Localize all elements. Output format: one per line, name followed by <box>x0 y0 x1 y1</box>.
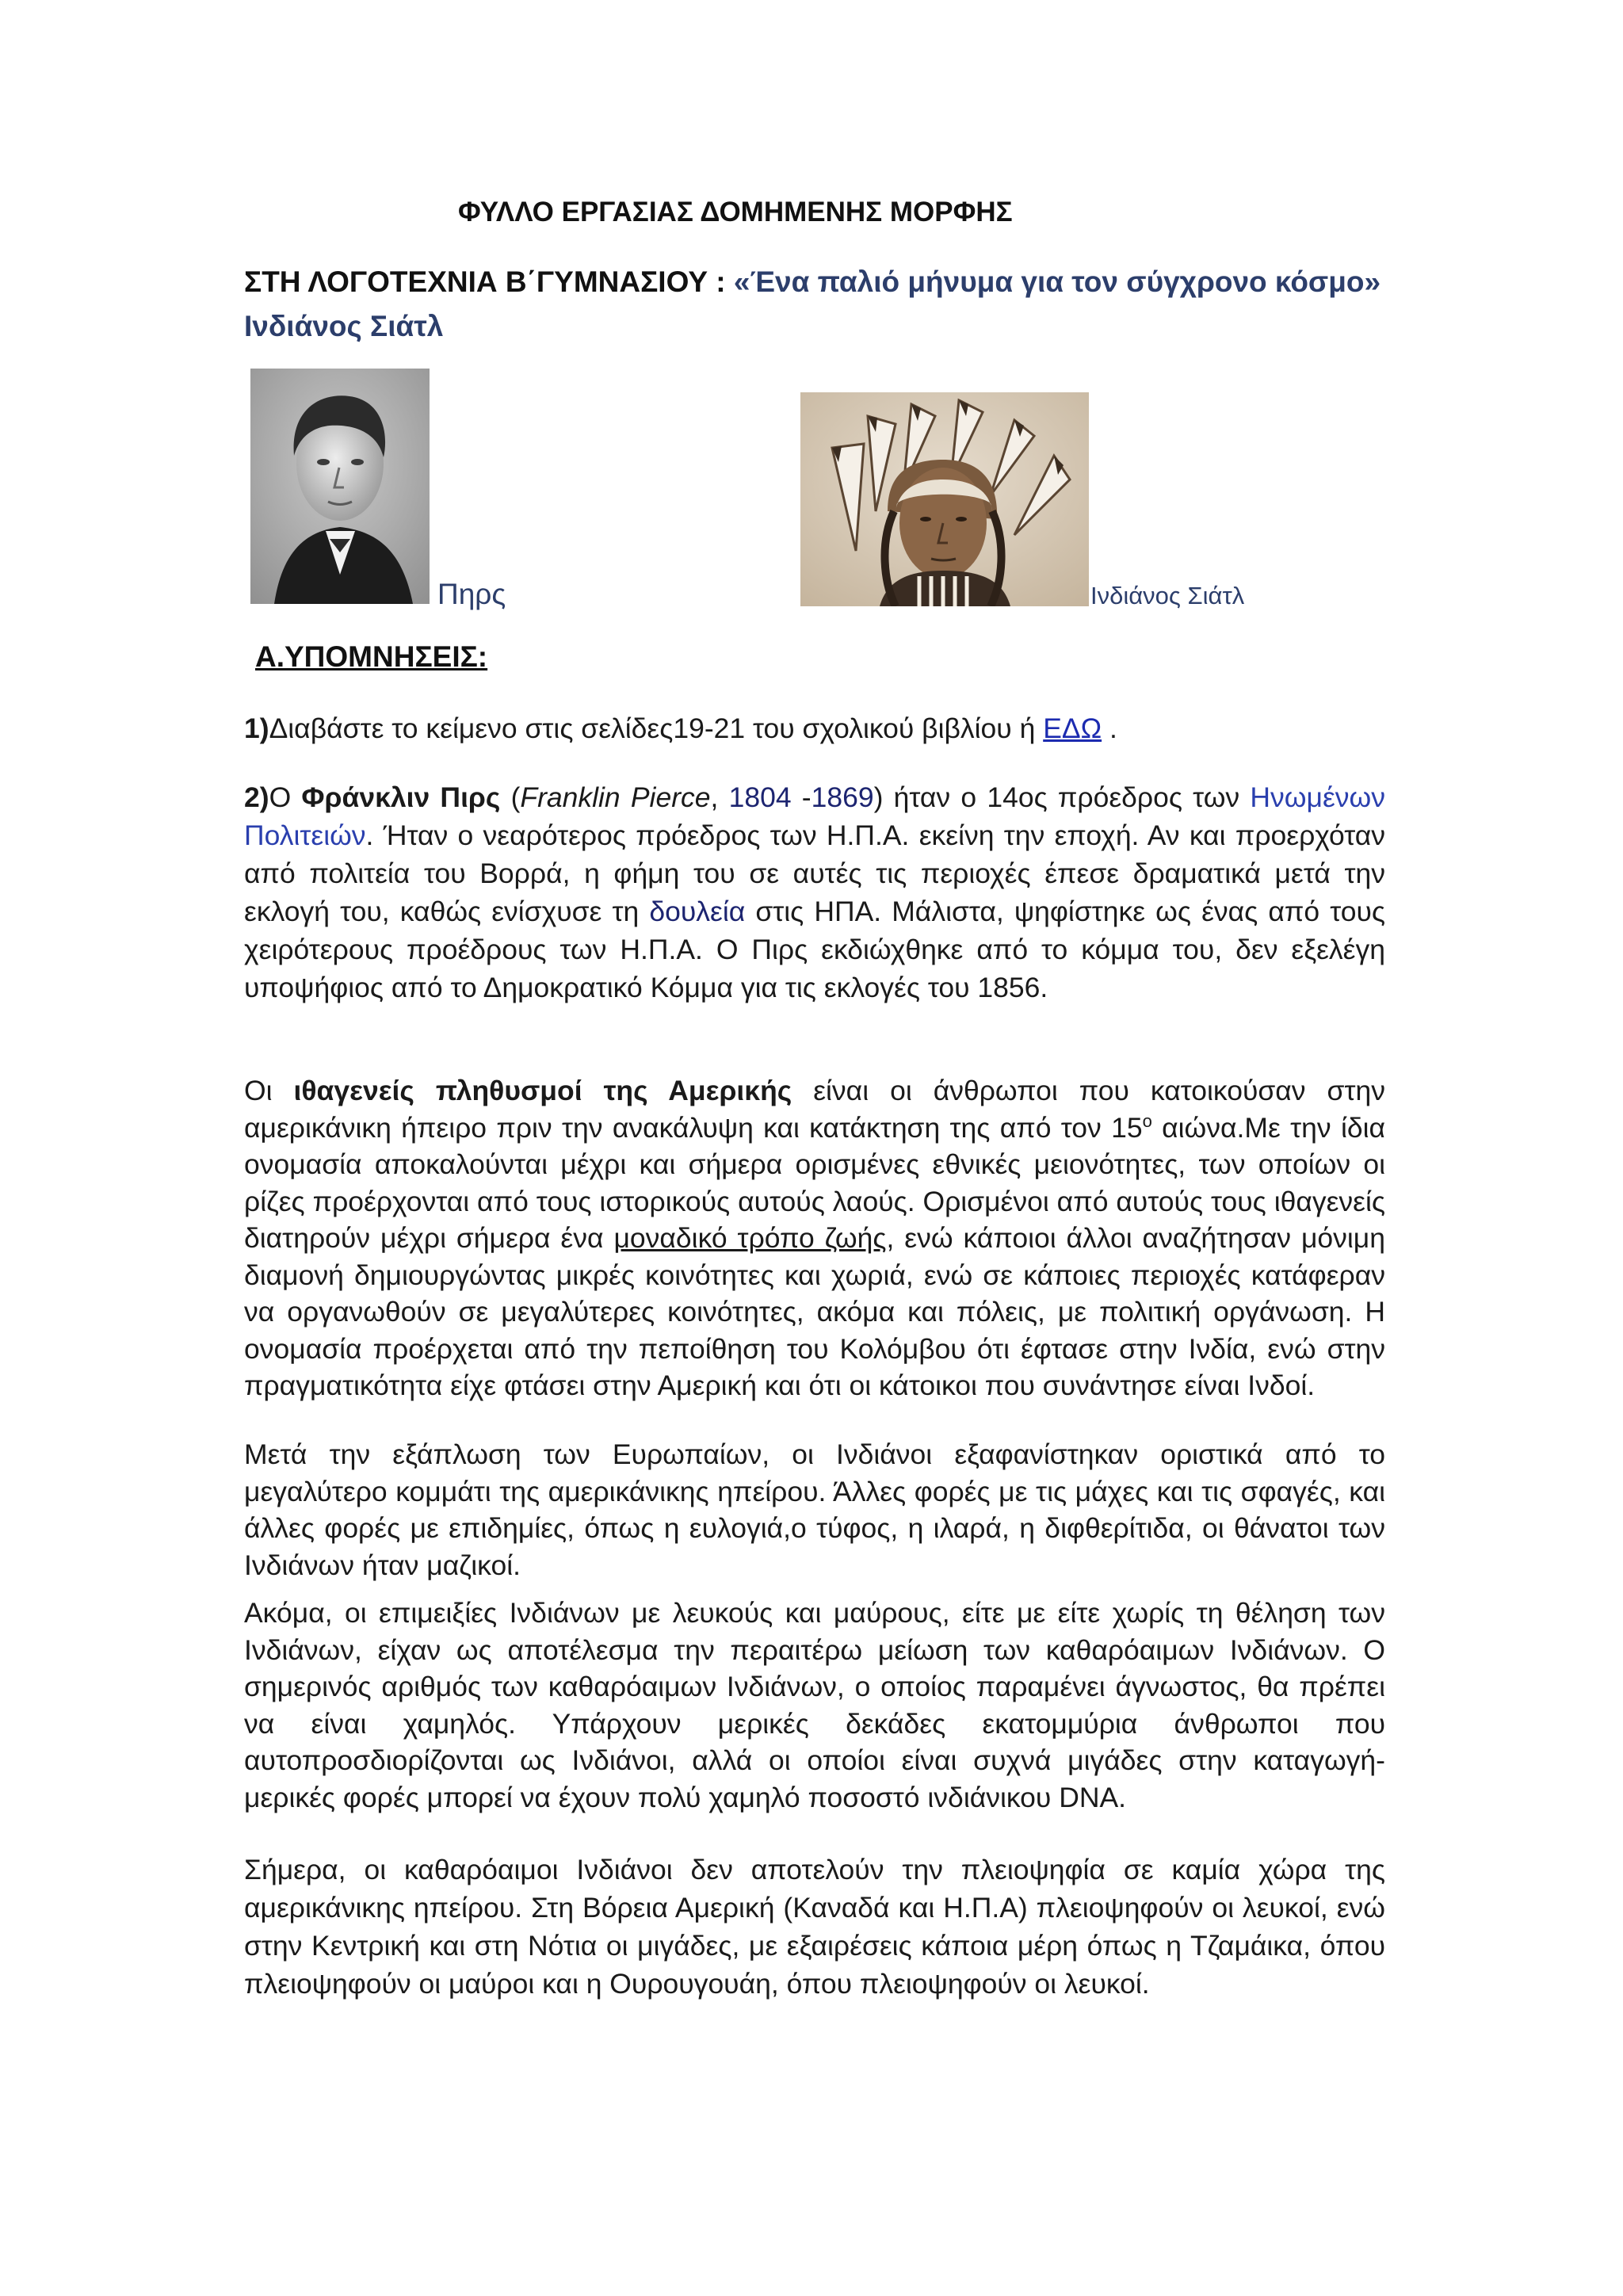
pierce-latin-name: Franklin Pierce <box>520 781 711 813</box>
united-states-link[interactable]: Ηνωμένων Πολιτειών <box>244 781 1385 851</box>
item-2-number: 2) <box>244 781 269 813</box>
item-2-text-3: , <box>710 781 729 813</box>
paragraph-natives <box>244 1072 1385 1404</box>
item-1-end: . <box>1102 712 1117 744</box>
paragraph-today: Σήμερα, οι καθαρόαιμοι Ινδιάνοι δεν αποτελούν την πλειοψηφία σε καμία χώρα της αμερικάνικης ηπείρου. Στη Βόρεια Αμερική (Καναδά και Η.Π.Α) πλειοψηφούν οι λευκοί, ενώ στην Κεντρική και στη Νότια οι μιγάδες, με εξαιρέσεις κάποια μέρη όπως η Τζαμάικα, όπου πλειοψηφούν οι μαύροι και η Ουρουγουάη, όπου πλειοψηφούν οι λευκοί. <box>244 1854 1385 2000</box>
seattle-caption: Ινδιάνος Σιάτλ <box>1090 582 1245 609</box>
item-2-text-7: στις ΗΠΑ. Μάλιστα, ψηφίστηκε ως ένας από τους χειρότερους προέδρους των Η.Π.Α. Ο Πιρς εκδιώχθηκε από το κόμμα του, δεν εξελέγη υποψήφιος από το Δημοκρατικό Κόμμα για τις εκλογές του 1856. <box>244 896 1385 1003</box>
slavery-link[interactable]: δουλεία <box>649 896 746 927</box>
subtitle-work: «Ένα παλιό μήνυμα για τον σύγχρονο κόσμο» Ινδιάνος Σιάτλ <box>244 266 1381 342</box>
document-subtitle <box>244 260 1385 349</box>
pierce-name: Φράνκλιν Πιρς <box>301 781 501 813</box>
subtitle-prefix: ΣΤΗ ΛΟΓΟΤΕΧΝΙΑ Β΄ΓΥΜΝΑΣΙΟΥ : <box>244 266 734 298</box>
item-2-text-4: - <box>791 781 812 813</box>
item-1-number: 1) <box>244 712 269 744</box>
item-2-text-5: ) ήταν ο 14ος πρόεδρος των <box>873 781 1251 813</box>
para-3-text-2: είναι οι άνθρωποι που κατοικούσαν στην αμερικάνικη ήπειρο πριν την ανακάλυψη και κατάκτηση της από τον 15 <box>244 1075 1385 1144</box>
item-2-text-1: Ο <box>269 781 302 813</box>
para-3-text-4: , ενώ κάποιοι άλλοι αναζήτησαν μόνιμη διαμονή δημιουργώντας μικρές κοινότητες και χωριά, ενώ σε κάποιες περιοχές κατάφεραν να οργανωθούν σε μεγαλύτερες κοινότητες, ακόμα και πόλεις, με πολιτική οργάνωση. Η ονομασία προέρχεται από την πεποίθηση του Κολόμβου ότι έφτασε στην Ινδία, ενώ στην πραγματικότητα είχε φτάσει στην Αμερική και ότι οι κάτοικοι που συνάντησε είναι Ινδοί. <box>244 1222 1385 1401</box>
seattle-portrait <box>800 392 1089 606</box>
item-1-text: Διαβάστε το κείμενο στις σελίδες19-21 του σχολικού βιβλίου ή <box>269 712 1044 744</box>
seattle-portrait-image <box>800 392 1089 606</box>
document-title: ΦΥΛΛΟ ΕΡΓΑΣΙΑΣ ΔΟΜΗΜΕΝΗΣ ΜΟΡΦΗΣ <box>458 197 1013 227</box>
item-2-text-2: ( <box>500 781 521 813</box>
ordinal-superscript: ο <box>1142 1110 1152 1131</box>
para-3-text-3: αιώνα.Με την ίδια ονομασία αποκαλούνται μέχρι και σήμερα ορισμένες εθνικές μειονότητες, των οποίων οι ρίζες προέρχονται από τους ιστορικούς αυτούς λαούς. Ορισμένοι από αυτούς τους ιθαγενείς διατηρούν μέχρι σήμερα ένα <box>244 1111 1386 1254</box>
pierce-portrait <box>250 369 430 604</box>
item-1 <box>244 710 1385 747</box>
natives-term: ιθαγενείς πληθυσμοί της Αμερικής <box>293 1075 792 1106</box>
item-2 <box>244 778 1385 1007</box>
edo-link[interactable]: ΕΔΩ <box>1043 712 1102 744</box>
paragraph-europeans: Μετά την εξάπλωση των Ευρωπαίων, οι Ινδιάνοι εξαφανίστηκαν οριστικά από το μεγαλύτερο κομμάτι της αμερικάνικης ηπείρου. Άλλες φορές με τις μάχες και τις σφαγές, και άλλες φορές με επιδημίες, όπως η ευλογιά,ο τύφος, η ιλαρά, η διφθερίτιδα, οι θάνατοι των Ινδιάνων ήταν μαζικοί. <box>244 1438 1385 1581</box>
item-2-text-6: . Ήταν ο νεαρότερος πρόεδρος των Η.Π.Α. εκείνη την εποχή. Αν και προερχόταν από πολιτεία του Βορρά, η φήμη του σε αυτές τις περιοχές έπεσε δραματικά μετά την εκλογή του, καθώς ενίσχυσε τη <box>244 819 1385 927</box>
unique-way-of-life-link[interactable]: μοναδικό τρόπο ζωής <box>613 1222 887 1254</box>
para-3-text-1: Οι <box>244 1075 294 1106</box>
death-year-link[interactable]: 1869 <box>811 781 874 813</box>
pierce-caption: Πηρς <box>437 578 506 610</box>
paragraph-mixing: Ακόμα, οι επιμειξίες Ινδιάνων με λευκούς και μαύρους, είτε με είτε χωρίς τη θέληση των Ινδιάνων, είχαν ως αποτέλεσμα την περαιτέρω μείωση των καθαρόαιμων Ινδιάνων. Ο σημερινός αριθμός των καθαρόαιμων Ινδιάνων, ο οποίος παραμένει άγνωστος, θα πρέπει να είναι χαμηλός. Υπάρχουν μερικές δεκάδες εκατομμύρια άνθρωποι που αυτοπροσδιορίζονται ως Ινδιάνοι, αλλά οι οποίοι είναι συχνά μιγάδες στην καταγωγή- μερικές φορές μπορεί να έχουν πολύ χαμηλό ποσοστό ινδιάνικου DNA. <box>244 1597 1385 1813</box>
birth-year-link[interactable]: 1804 <box>728 781 792 813</box>
pierce-portrait-image <box>250 369 430 604</box>
section-title: Α.ΥΠΟΜΝΗΣΕΙΣ: <box>255 640 488 673</box>
